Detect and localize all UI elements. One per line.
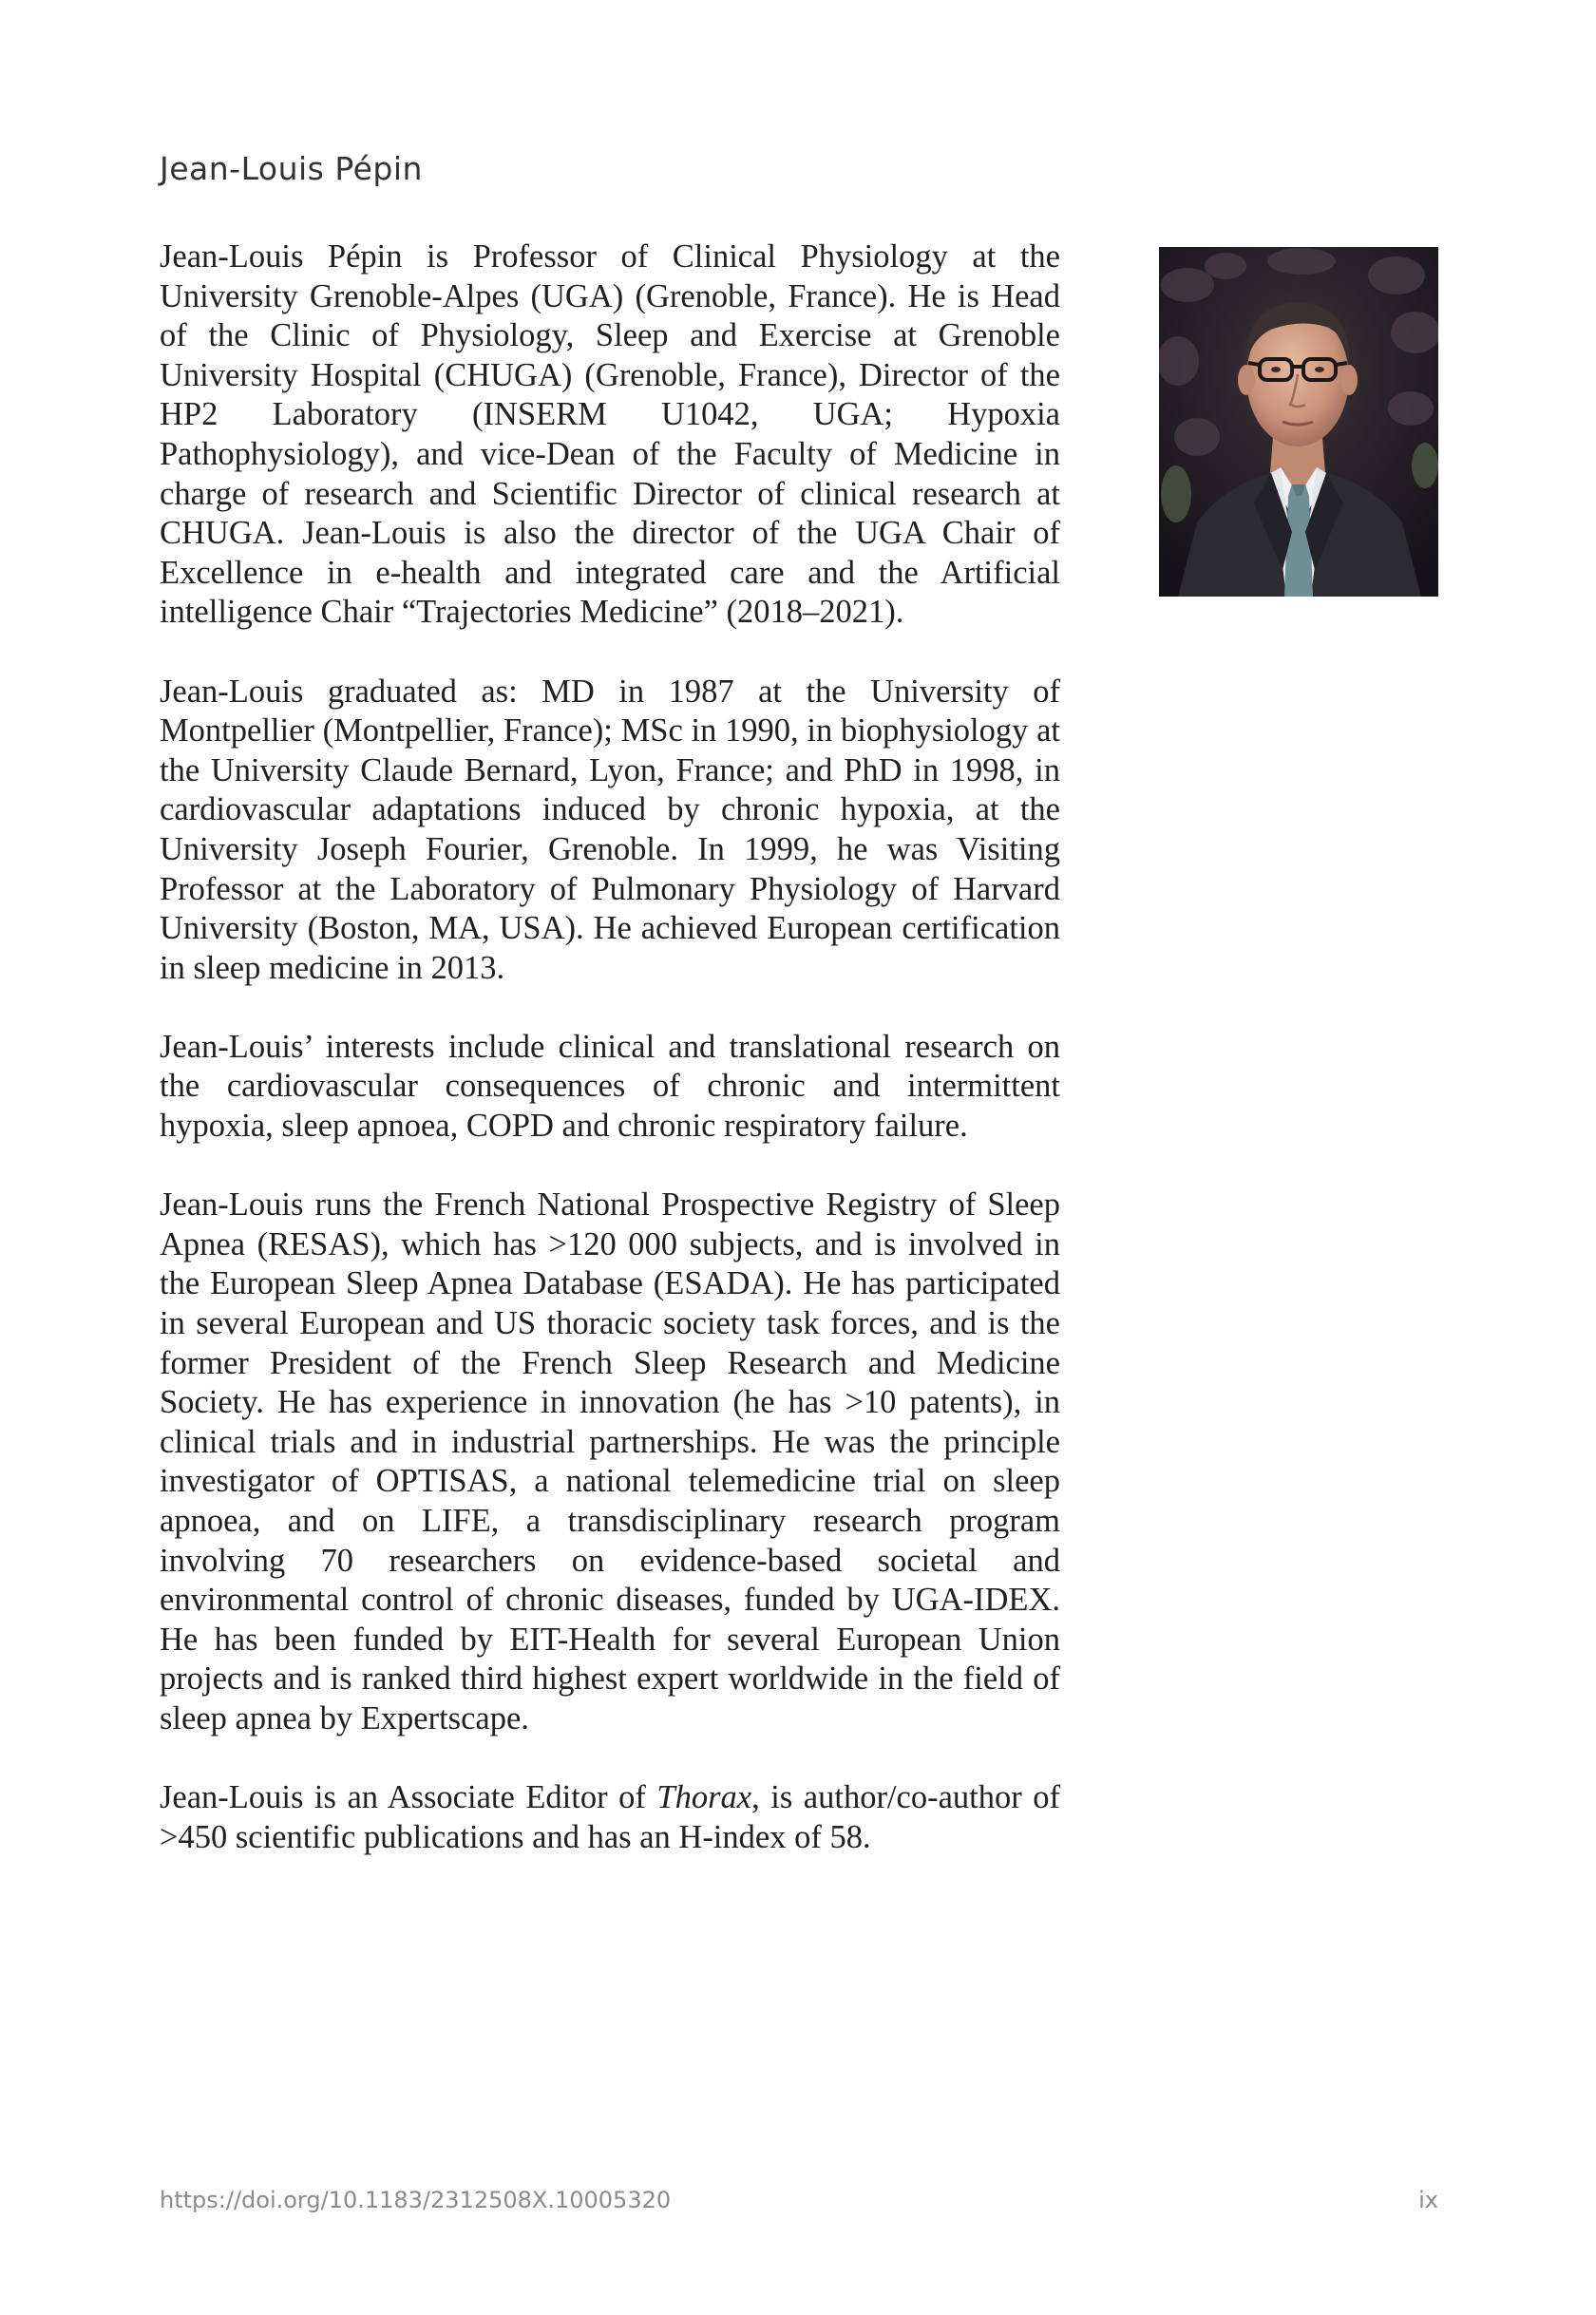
- footer-doi-link[interactable]: https://doi.org/10.1183/2312508X.10005320: [160, 2187, 672, 2213]
- paragraph-appointments: Jean-Louis Pépin is Professor of Clinical Physiology at the University Grenoble-Alpes (UGA) (Grenoble, France). He is Head of the Clinic of Physiology, Sleep and Exercise at Grenoble University Hospital (CHUGA) (Grenoble, France), Director of the HP2 Laboratory (INSERM U1042, UGA; Hypoxia Pathophysiology), and vice-Dean of the Faculty of Medicine in charge of research and Scientific Director of clinical research at CHUGA. Jean-Louis is also the director of the UGA Chair of Excellence in e-health and integrated care and the Artificial intelligence Chair “Trajectories Medicine” (2018–2021).: [160, 238, 1060, 631]
- portrait-photo: [1159, 247, 1438, 597]
- paragraph-research-activities: Jean-Louis runs the French National Prospective Registry of Sleep Apnea (RESAS), which has >120 000 subjects, and is involved in the European Sleep Apnea Database (ESADA). He has participated in several European and US thoracic society task forces, and is the former President of the French Sleep Research and Medicine Society. He has experience in innovation (he has >10 patents), in clinical trials and in industrial partnerships. He was the principle investigator of OPTISAS, a national telemedicine trial on sleep apnoea, and on LIFE, a transdisciplinary research program involving 70 researchers on evidence-based societal and environmental control of chronic diseases, funded by UGA-IDEX. He has been funded by EIT-Health for several European Union projects and is ranked third highest expert worldwide in the field of sleep apnea by Expertscape.: [160, 1186, 1060, 1736]
- paragraph-editorial: [160, 1778, 1060, 1857]
- page-title: Jean-Louis Pépin: [160, 150, 423, 187]
- paragraph-education: Jean-Louis graduated as: MD in 1987 at the University of Montpellier (Montpellier, France); MSc in 1990, in biophysiology at the University Claude Bernard, Lyon, France; and PhD in 1998, in cardiovascular adaptations induced by chronic hypoxia, at the University Joseph Fourier, Grenoble. In 1999, he was Visiting Professor at the Laboratory of Pulmonary Physiology of Harvard University (Boston, MA, USA). He achieved European certification in sleep medicine in 2013.: [160, 673, 1060, 986]
- biography-text: [160, 237, 1060, 1897]
- portrait-photo-image: [1159, 247, 1438, 597]
- page-number: ix: [1418, 2187, 1438, 2213]
- paragraph-interests: Jean-Louis’ interests include clinical and translational research on the cardiovascular consequences of chronic and intermittent hypoxia, sleep apnoea, COPD and chronic respiratory failure.: [160, 1028, 1060, 1145]
- paragraph-editorial-before: Jean-Louis is an Associate Editor of: [160, 1779, 657, 1816]
- journal-title: Thorax: [656, 1779, 752, 1816]
- paragraph-editorial-after: , is author/co-author of >450 scientific publications and has an H-index of 58.: [160, 1779, 1060, 1855]
